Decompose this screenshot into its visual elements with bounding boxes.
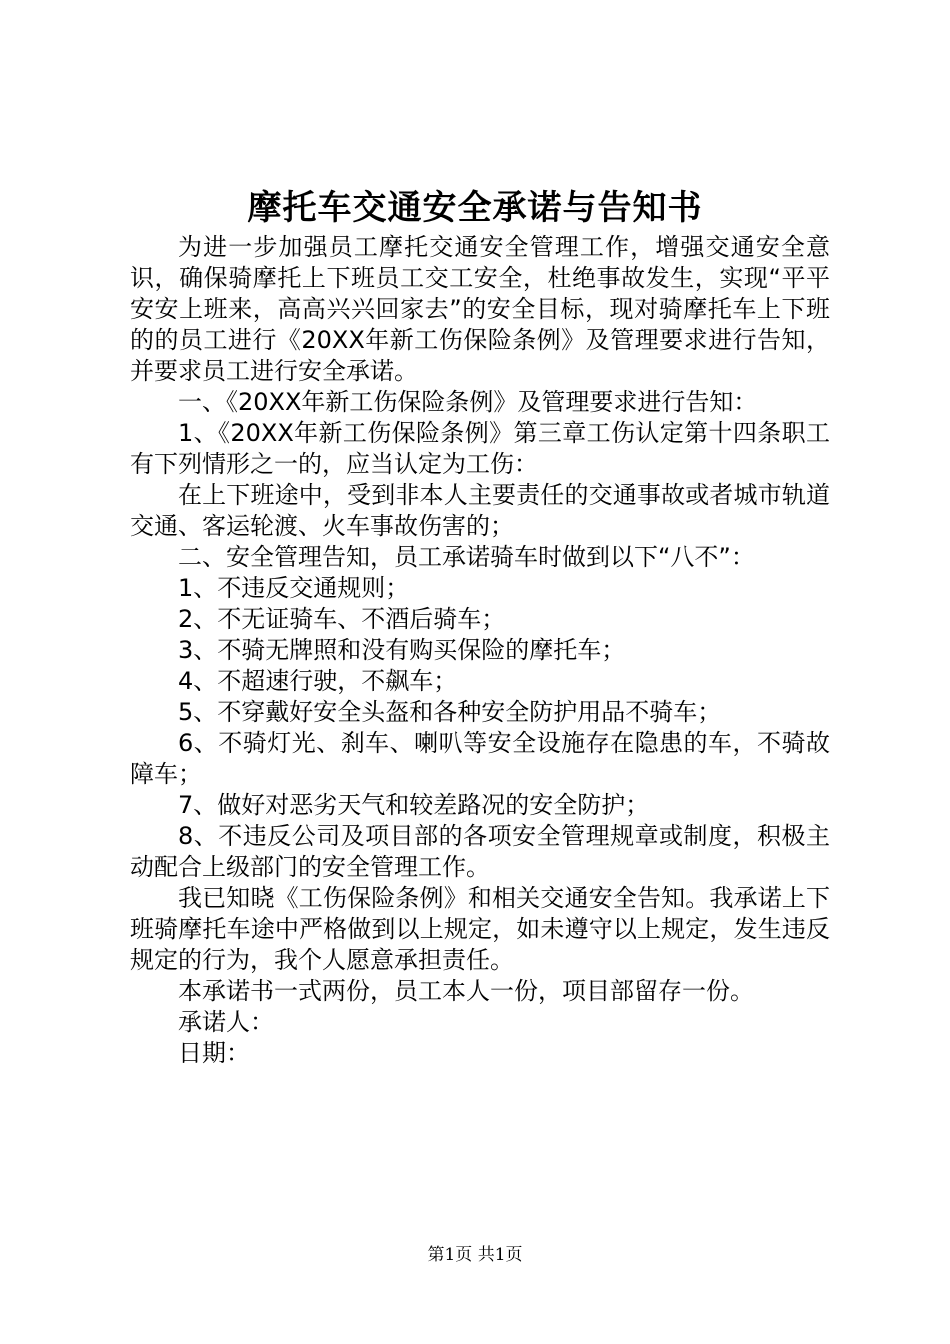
list-item: 6、不骑灯光、刹车、喇叭等安全设施存在隐患的车，不骑故障车； bbox=[130, 729, 830, 788]
document-body bbox=[130, 232, 830, 1069]
date-label: 日期： bbox=[178, 1039, 250, 1067]
paragraph-copies: 本承诺书一式两份，员工本人一份，项目部留存一份。 bbox=[178, 977, 754, 1005]
paragraph-commute-injury: 在上下班途中，受到非本人主要责任的交通事故或者城市轨道交通、客运轮渡、火车事故伤害的； bbox=[130, 481, 830, 540]
paragraph-section-two-heading: 二、安全管理告知，员工承诺骑车时做到以下“八不”： bbox=[178, 543, 755, 571]
list-item: 5、不穿戴好安全头盔和各种安全防护用品不骑车； bbox=[178, 698, 722, 726]
list-item: 8、不违反公司及项目部的各项安全管理规章或制度，积极主动配合上级部门的安全管理工作。 bbox=[130, 822, 830, 881]
paragraph-section-one-heading: 一、《20XX年新工伤保险条例》及管理要求进行告知： bbox=[178, 388, 758, 416]
paragraph-intro: 为进一步加强员工摩托交通安全管理工作，增强交通安全意识，确保骑摩托上下班员工交工安全，杜绝事故发生，实现“平平安安上班来，高高兴兴回家去”的安全目标，现对骑摩托车上下班的的员工进行《20XX年新工伤保险条例》及管理要求进行告知，并要求员工进行安全承诺。 bbox=[130, 233, 830, 385]
signer-label: 承诺人： bbox=[178, 1008, 274, 1036]
document-title: 摩托车交通安全承诺与告知书 bbox=[247, 188, 703, 228]
paragraph-pledge: 我已知晓《工伤保险条例》和相关交通安全告知。我承诺上下班骑摩托车途中严格做到以上规定，如未遵守以上规定，发生违反规定的行为，我个人愿意承担责任。 bbox=[130, 884, 830, 974]
page-footer: 第1页 共1页 bbox=[427, 1245, 523, 1265]
list-item: 2、不无证骑车、不酒后骑车； bbox=[178, 605, 506, 633]
paragraph-clause-1: 1、《20XX年新工伤保险条例》第三章工伤认定第十四条职工有下列情形之一的，应当认定为工伤： bbox=[130, 419, 830, 478]
list-item: 4、不超速行驶，不飙车； bbox=[178, 667, 458, 695]
list-item: 1、不违反交通规则； bbox=[178, 574, 410, 602]
list-item: 3、不骑无牌照和没有购买保险的摩托车； bbox=[178, 636, 626, 664]
list-item: 7、做好对恶劣天气和较差路况的安全防护； bbox=[178, 791, 650, 819]
